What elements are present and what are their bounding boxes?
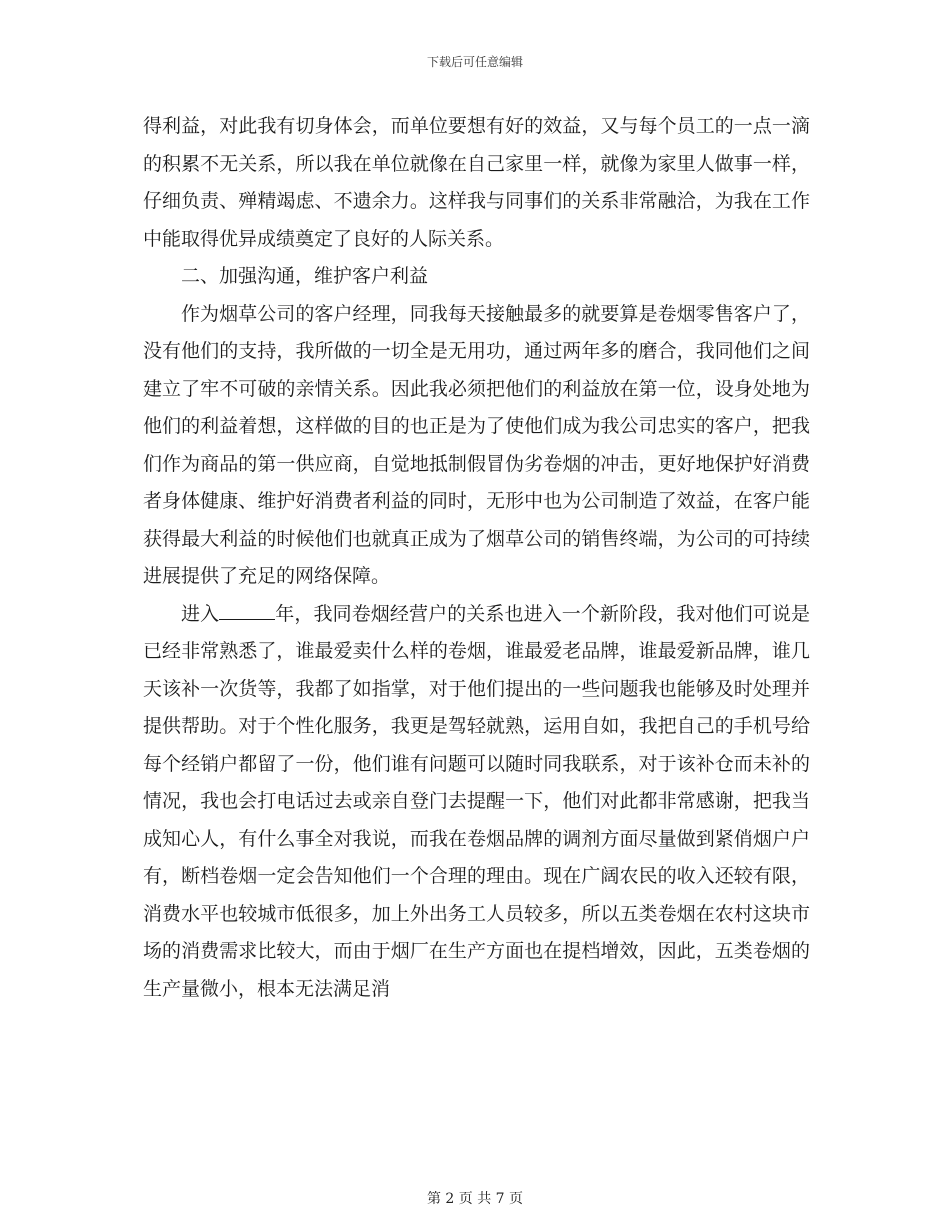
paragraph-new-stage-start: 进入: [181, 602, 220, 625]
header-note: 下载后可任意编辑: [426, 55, 523, 69]
paragraph-new-stage-rest: 年，我同卷烟经营户的关系也进入一个新阶段，我对他们可说是已经非常熟悉了，谁最爱卖什么样的卷烟，谁最爱老品牌，谁最爱新品牌，谁几天该补一次货等，我都了如指掌，对于他们提出的一些问题我也能够及时处理并提供帮助。对于个性化服务，我更是驾轻就熟，运用自如，我把自己的手机号给每个经销户都留了一份，他们谁有问题可以随时同我联系，对于该补仓而未补的情况，我也会打电话过去或亲自登门去提醒一下，他们对此都非常感谢，把我当成知心人，有什么事全对我说，而我在卷烟品牌的调剂方面尽量做到紧俏烟户户有，断档卷烟一定会告知他们一个合理的理由。现在广阔农民的收入还较有限，消费水平也较城市低很多，加上外出务工人员较多，所以五类卷烟在农村这块市场的消费需求比较大，而由于烟厂在生产方面也在提档增效，因此，五类卷烟的生产量微小，根本无法满足消: [143, 602, 810, 1000]
document-body: [143, 108, 810, 1008]
paragraph-client-manager: 作为烟草公司的客户经理，同我每天接触最多的就要算是卷烟零售客户了，没有他们的支持，我所做的一切全是无用功，通过两年多的磨合，我同他们之间建立了牢不可破的亲情关系。因此我必须把他们的利益放在第一位，设身处地为他们的利益着想，这样做的目的也正是为了使他们成为我公司忠实的客户，把我们作为商品的第一供应商，自觉地抵制假冒伪劣卷烟的冲击，更好地保护好消费者身体健康、维护好消费者利益的同时，无形中也为公司制造了效益，在客户能获得最大利益的时候他们也就真正成为了烟草公司的销售终端，为公司的可持续进展提供了充足的网络保障。: [143, 302, 810, 587]
year-blank-underline: [219, 601, 275, 620]
paragraph-new-stage: [143, 596, 810, 1009]
page-number: 第 2 页 共 7 页: [426, 1191, 524, 1207]
paragraph-continued: 得利益，对此我有切身体会，而单位要想有好的效益，又与每个员工的一点一滴的积累不无关系，所以我在单位就像在自己家里一样，就像为家里人做事一样，仔细负责、殚精竭虑、不遗余力。这样我与同事们的关系非常融洽，为我在工作中能取得优异成绩奠定了良好的人际关系。: [143, 115, 810, 250]
section-heading: 二、加强沟通，维护客户利益: [181, 265, 429, 287]
